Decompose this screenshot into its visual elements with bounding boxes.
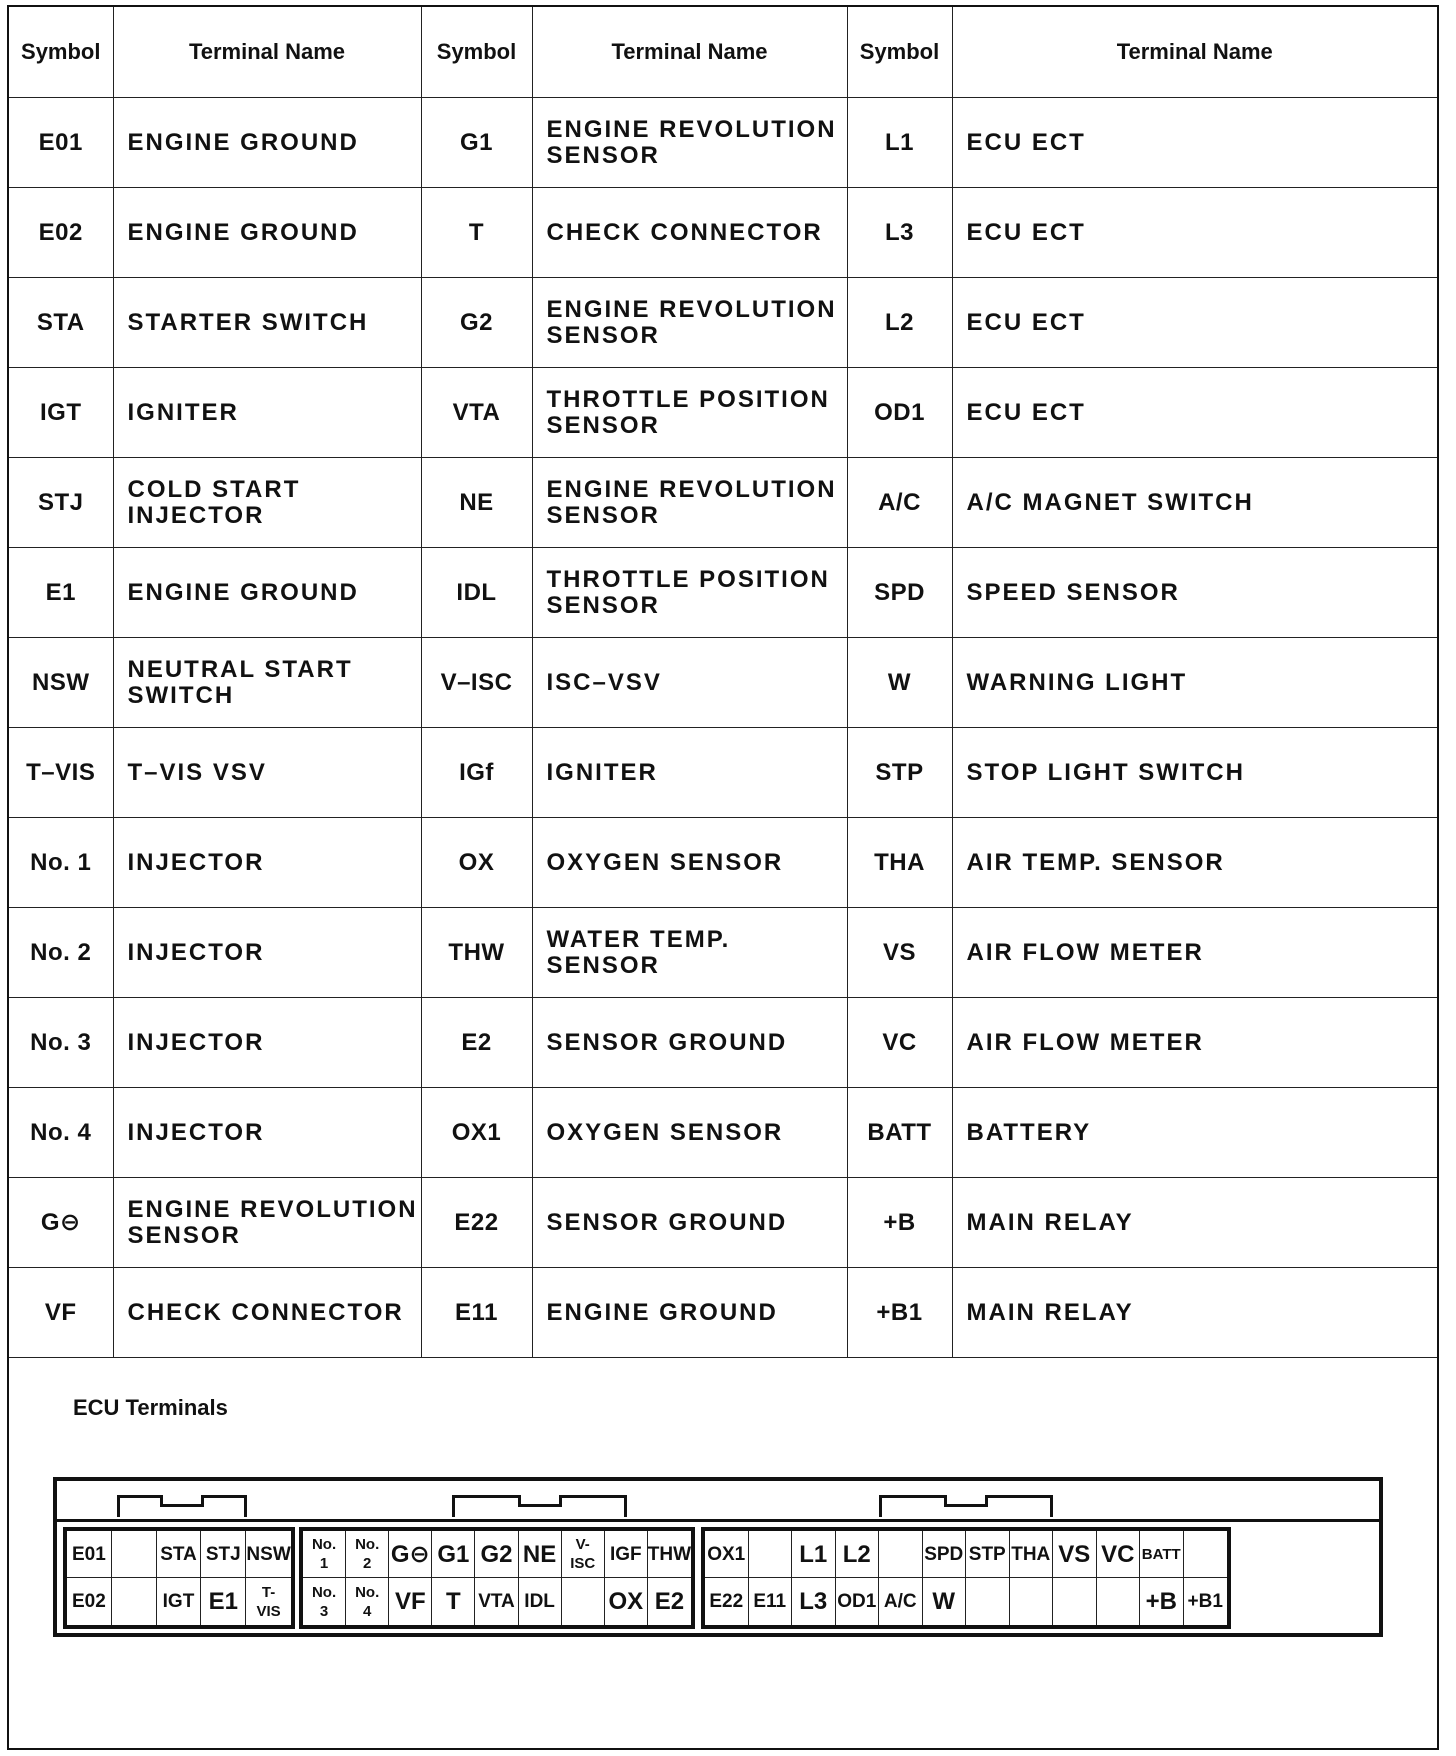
header-symbol: Symbol [9,7,113,98]
table-row [9,1088,1437,1178]
connector-pin: SPD [923,1531,967,1578]
terminal-name: ECU ECT [952,278,1437,368]
connector-pin-row [303,1531,691,1578]
terminal-name: MAIN RELAY [952,1178,1437,1268]
connector-pin: E11 [749,1578,793,1625]
terminal-name: OXYGEN SENSOR [532,1088,847,1178]
connector-pin: No. 2 [346,1531,389,1578]
connector-pin: +B [1140,1578,1184,1625]
connector-pin: T [432,1578,475,1625]
connector-latch [452,1495,627,1517]
terminal-sheet [7,5,1439,1750]
terminal-symbol: SPD [847,548,952,638]
connector-pin: +B1 [1187,1591,1223,1612]
terminal-symbol: VF [9,1268,113,1358]
connector-pin: No. 3 [303,1578,346,1625]
terminal-symbol: W [847,638,952,728]
connector-pin [1010,1578,1054,1625]
terminal-symbol: STJ [9,458,113,548]
terminal-name: ECU ECT [952,188,1437,278]
table-row [9,908,1437,998]
connector-pin: A/C [879,1578,923,1625]
connector-pin: No. 1 [303,1531,346,1578]
terminal-symbol: G1 [421,98,532,188]
header-terminal-name: Terminal Name [113,7,421,98]
connector-pin: VF [389,1578,432,1625]
connector-pin-row [705,1578,1227,1625]
terminal-name: SENSOR GROUND [532,998,847,1088]
terminal-symbol: THW [421,908,532,998]
terminal-symbol: E01 [9,98,113,188]
terminal-name: AIR FLOW METER [952,908,1437,998]
terminal-symbol: L3 [847,188,952,278]
terminal-name: ECU ECT [952,368,1437,458]
terminal-name: ENGINE REVOLUTION SENSOR [113,1178,421,1268]
header-terminal-name: Terminal Name [532,7,847,98]
terminal-symbol: E22 [421,1178,532,1268]
terminal-symbol: V–ISC [421,638,532,728]
connector-pin: THA [1010,1531,1054,1578]
terminal-symbol: OX1 [421,1088,532,1178]
connector-pin: G⊖ [389,1531,432,1578]
terminal-name: COLD START INJECTOR [113,458,421,548]
connector-pin [966,1578,1010,1625]
connector-pin: E2 [654,1588,685,1615]
connector-pin-row [705,1531,1227,1578]
connector-pin: G1 [432,1531,475,1578]
table-row [9,1178,1437,1268]
terminal-symbol: No. 3 [9,998,113,1088]
connector-pin: STJ [201,1531,246,1578]
table-row [9,368,1437,458]
terminal-name: ENGINE REVOLUTION SENSOR [532,278,847,368]
terminal-symbol: E02 [9,188,113,278]
connector-pin: OD1 [836,1578,880,1625]
terminal-name: NEUTRAL START SWITCH [113,638,421,728]
connector-pin: IDL [519,1578,562,1625]
connector-pin: L3 [792,1578,836,1625]
table-row [9,278,1437,368]
connector-pin-row [67,1578,291,1625]
header-row [9,7,1437,98]
terminal-symbol: +B [847,1178,952,1268]
connector-pin: E1 [201,1578,246,1625]
terminal-name: SPEED SENSOR [952,548,1437,638]
connector-pin: STA [157,1531,202,1578]
connector-pin-row [67,1531,291,1578]
terminal-symbol: BATT [847,1088,952,1178]
terminal-name: MAIN RELAY [952,1268,1437,1358]
terminal-name: A/C MAGNET SWITCH [952,458,1437,548]
terminal-symbol: IGT [9,368,113,458]
connector-block-1 [63,1527,295,1629]
connector-latch [879,1495,1053,1517]
terminal-symbol: E2 [421,998,532,1088]
terminal-name: SENSOR GROUND [532,1178,847,1268]
connector-pin: OX1 [705,1531,749,1578]
terminal-name: ISC–VSV [532,638,847,728]
ecu-connector-diagram [53,1477,1383,1637]
header-symbol: Symbol [847,7,952,98]
terminal-name: THROTTLE POSITION SENSOR [532,368,847,458]
connector-pin: L2 [836,1531,880,1578]
terminal-name: INJECTOR [113,908,421,998]
connector-pin: V- ISC [562,1531,605,1578]
terminal-name: IGNITER [532,728,847,818]
connector-pin-row [303,1578,691,1625]
terminal-symbol: T [421,188,532,278]
connector-latch [117,1495,247,1517]
table-row [9,1268,1437,1358]
table-row [9,458,1437,548]
connector-pin: VS [1053,1531,1097,1578]
terminal-symbol: OD1 [847,368,952,458]
table-row [9,818,1437,908]
terminal-name: T–VIS VSV [113,728,421,818]
connector-pin [1053,1578,1097,1625]
terminal-symbol: VTA [421,368,532,458]
connector-pin: OX [605,1578,648,1625]
terminal-name: ENGINE REVOLUTION SENSOR [532,458,847,548]
terminal-symbol: +B1 [847,1268,952,1358]
terminal-symbol: NE [421,458,532,548]
terminal-name: WATER TEMP. SENSOR [532,908,847,998]
connector-pin: VC [1097,1531,1141,1578]
connector-block-2 [299,1527,695,1629]
table-row [9,188,1437,278]
header-terminal-name: Terminal Name [952,7,1437,98]
terminal-name: THROTTLE POSITION SENSOR [532,548,847,638]
connector-pin: IGT [157,1578,202,1625]
terminal-name: ENGINE GROUND [113,98,421,188]
terminal-symbol: L2 [847,278,952,368]
terminal-symbol: IDL [421,548,532,638]
connector-pin: THW [648,1531,691,1578]
terminal-symbol: A/C [847,458,952,548]
terminal-symbol: E11 [421,1268,532,1358]
terminal-name: STOP LIGHT SWITCH [952,728,1437,818]
connector-pin: W [923,1578,967,1625]
connector-pin [879,1531,923,1578]
terminal-name: IGNITER [113,368,421,458]
terminal-symbol: G2 [421,278,532,368]
connector-pin: VTA [475,1578,518,1625]
terminal-name: ECU ECT [952,98,1437,188]
terminal-symbol: STA [9,278,113,368]
connector-pin: T- VIS [256,1583,281,1620]
terminal-name: AIR TEMP. SENSOR [952,818,1437,908]
terminal-name: ENGINE GROUND [532,1268,847,1358]
terminal-name: CHECK CONNECTOR [113,1268,421,1358]
terminal-symbol: VS [847,908,952,998]
terminal-symbol: No. 4 [9,1088,113,1178]
table-row [9,728,1437,818]
terminal-name: INJECTOR [113,818,421,908]
table-row [9,548,1437,638]
connector-pin: NE [519,1531,562,1578]
terminal-table [9,7,1437,1358]
connector-rail [57,1519,1379,1522]
table-row [9,638,1437,728]
connector-pin: NSW [246,1531,291,1578]
terminal-symbol: No. 2 [9,908,113,998]
connector-pin [112,1531,157,1578]
terminal-symbol: No. 1 [9,818,113,908]
terminal-symbol: NSW [9,638,113,728]
terminal-symbol: IGf [421,728,532,818]
connector-pin: L1 [792,1531,836,1578]
terminal-name: WARNING LIGHT [952,638,1437,728]
table-row [9,998,1437,1088]
terminal-name: STARTER SWITCH [113,278,421,368]
terminal-name: ENGINE GROUND [113,188,421,278]
terminal-name: AIR FLOW METER [952,998,1437,1088]
terminal-symbol: L1 [847,98,952,188]
terminal-symbol: G⊖ [9,1178,113,1268]
connector-pin: E01 [67,1531,112,1578]
terminal-symbol: THA [847,818,952,908]
connector-pin [112,1578,157,1625]
terminal-symbol: T–VIS [9,728,113,818]
connector-block-3 [701,1527,1231,1629]
terminal-name: CHECK CONNECTOR [532,188,847,278]
terminal-name: INJECTOR [113,1088,421,1178]
terminal-symbol: STP [847,728,952,818]
terminal-symbol: OX [421,818,532,908]
connector-pin [1184,1531,1228,1578]
connector-pin [562,1578,605,1625]
terminal-name: BATTERY [952,1088,1437,1178]
terminal-name: OXYGEN SENSOR [532,818,847,908]
connector-pin: No. 4 [346,1578,389,1625]
connector-pin: BATT [1140,1531,1184,1578]
connector-pin: IGF [605,1531,648,1578]
connector-pin: G2 [475,1531,518,1578]
connector-pin [749,1531,793,1578]
connector-pin: STP [966,1531,1010,1578]
terminal-name: ENGINE GROUND [113,548,421,638]
terminal-symbol: E1 [9,548,113,638]
header-symbol: Symbol [421,7,532,98]
terminal-symbol: VC [847,998,952,1088]
terminal-name: ENGINE REVOLUTION SENSOR [532,98,847,188]
table-row [9,98,1437,188]
ecu-terminals-title: ECU Terminals [73,1395,228,1420]
connector-pin [1097,1578,1141,1625]
terminal-name: INJECTOR [113,998,421,1088]
connector-pin: E02 [67,1578,112,1625]
connector-pin: E22 [705,1578,749,1625]
